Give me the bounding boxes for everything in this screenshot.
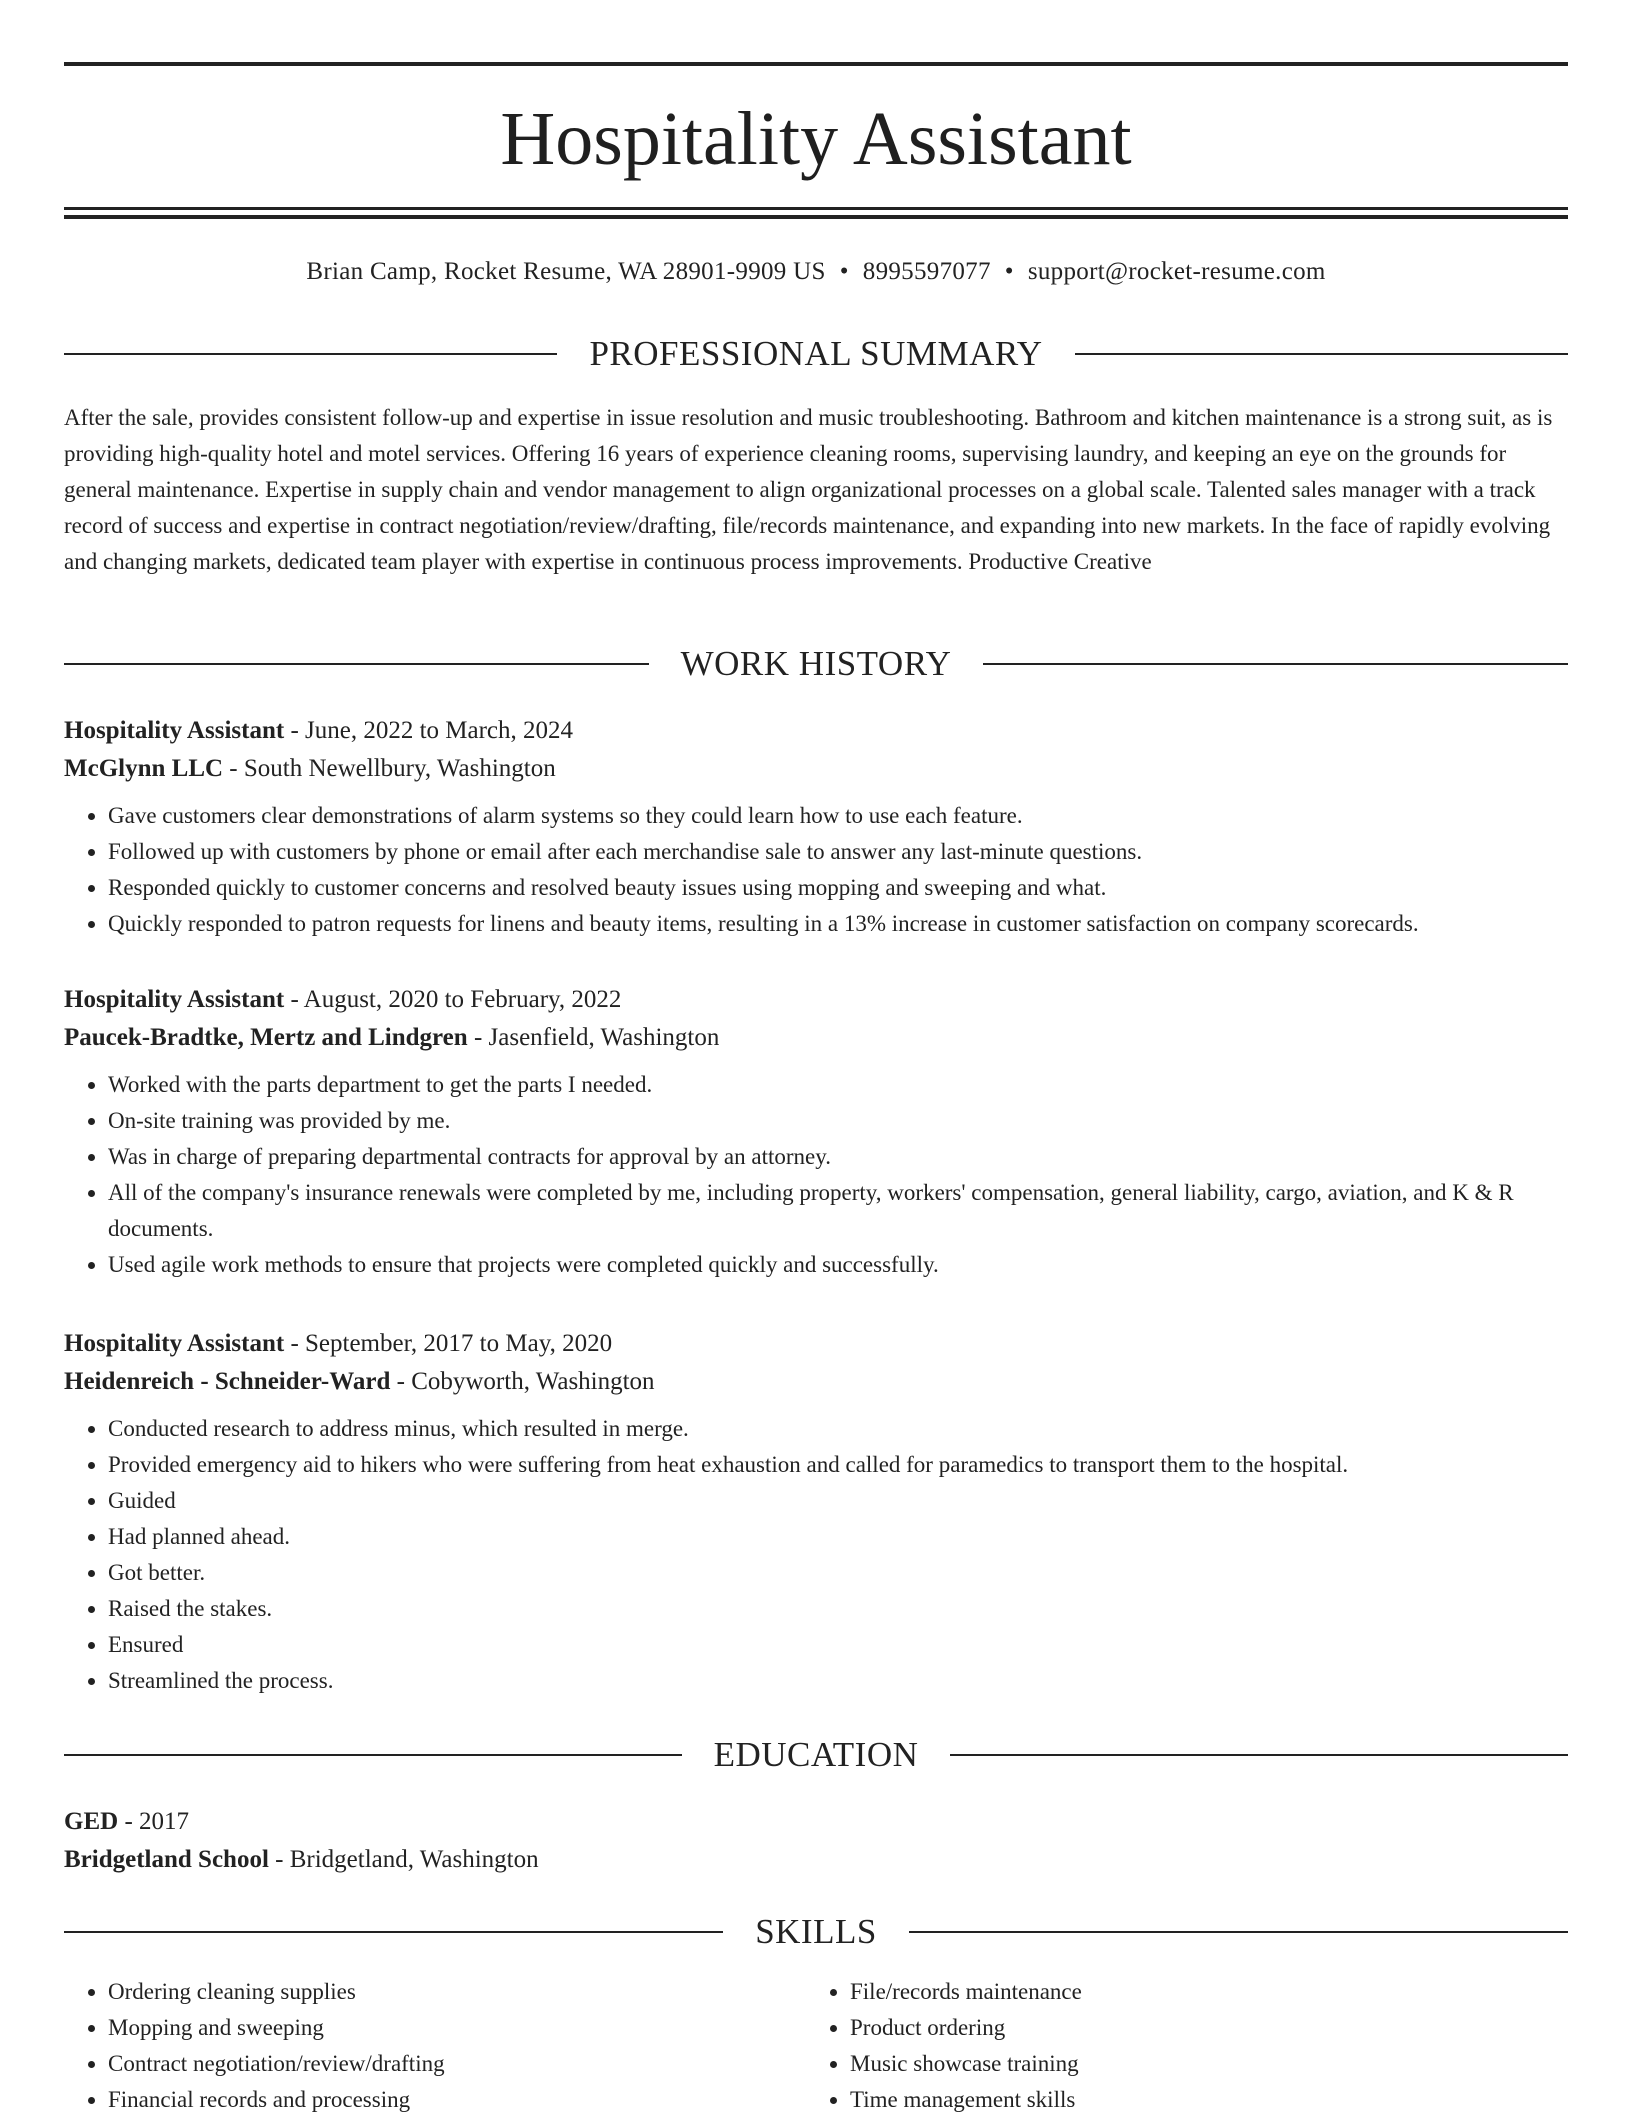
section-heading-work-history bbox=[64, 642, 1568, 686]
resume-title: Hospitality Assistant bbox=[500, 97, 1132, 181]
contact-address: Brian Camp, Rocket Resume, WA 28901-9909 US bbox=[306, 258, 826, 285]
skill-item: • Product ordering bbox=[850, 2010, 1548, 2046]
job-location: - Cobyworth, Washington bbox=[390, 1368, 655, 1395]
contact-email: support@rocket-resume.com bbox=[1027, 258, 1326, 285]
job-bullet: • Used agile work methods to ensure that projects were completed quickly and successfully. bbox=[108, 1247, 1568, 1283]
education-location: - Bridgetland, Washington bbox=[268, 1846, 539, 1873]
job-company: Heidenreich - Schneider-Ward bbox=[64, 1368, 391, 1395]
job-title: Hospitality Assistant bbox=[64, 717, 285, 744]
job-company-line bbox=[64, 1019, 1568, 1057]
section-heading-education bbox=[64, 1733, 1568, 1777]
divider-line bbox=[909, 1931, 1568, 1933]
job-bullet: • Guided bbox=[108, 1483, 1568, 1519]
job-bullet: • Quickly responded to patron requests for linens and beauty items, resulting in a 13% increase in customer satisfaction on company scorecards. bbox=[108, 906, 1568, 942]
section-heading-skills bbox=[64, 1910, 1568, 1954]
job-bullets bbox=[64, 798, 1568, 942]
job-location: - South Newellbury, Washington bbox=[223, 755, 556, 782]
job-company-line bbox=[64, 750, 1568, 788]
education-school-line bbox=[64, 1841, 1568, 1879]
title-rule-lower bbox=[64, 215, 1568, 219]
skills-column-left bbox=[64, 1974, 806, 2118]
job-bullet: • Was in charge of preparing departmental contracts for approval by an attorney. bbox=[108, 1139, 1568, 1175]
skill-item: • Music showcase training bbox=[850, 2046, 1548, 2082]
job-dates: - June, 2022 to March, 2024 bbox=[284, 717, 574, 744]
job-title: Hospitality Assistant bbox=[64, 986, 285, 1013]
section-label: SKILLS bbox=[755, 1912, 877, 1951]
job-dates: - September, 2017 to May, 2020 bbox=[284, 1330, 613, 1357]
section-label: WORK HISTORY bbox=[680, 644, 952, 683]
section-label: EDUCATION bbox=[713, 1735, 919, 1774]
job-entry bbox=[64, 1325, 1568, 1699]
divider-line bbox=[64, 663, 649, 665]
divider-line bbox=[64, 1931, 723, 1933]
job-company: McGlynn LLC bbox=[64, 755, 224, 782]
job-bullet: • Streamlined the process. bbox=[108, 1663, 1568, 1699]
skills-column-right bbox=[806, 1974, 1548, 2118]
skill-item: • Time management skills bbox=[850, 2082, 1548, 2118]
skill-item: • Financial records and processing bbox=[108, 2082, 806, 2118]
job-company: Paucek-Bradtke, Mertz and Lindgren bbox=[64, 1024, 468, 1051]
job-location: - Jasenfield, Washington bbox=[467, 1024, 720, 1051]
education-year: - 2017 bbox=[118, 1808, 190, 1835]
job-title: Hospitality Assistant bbox=[64, 1330, 285, 1357]
job-bullet: • Followed up with customers by phone or email after each merchandise sale to answer any last-minute questions. bbox=[108, 834, 1568, 870]
job-bullet: • Responded quickly to customer concerns and resolved beauty issues using mopping and sweeping and what. bbox=[108, 870, 1568, 906]
job-bullet: • Provided emergency aid to hikers who were suffering from heat exhaustion and called for paramedics to transport them to the hospital. bbox=[108, 1447, 1568, 1483]
skill-item: • File/records maintenance bbox=[850, 1974, 1548, 2010]
contact-line bbox=[64, 254, 1568, 290]
top-rule bbox=[64, 62, 1568, 66]
divider-line bbox=[950, 1754, 1568, 1756]
job-bullet: • All of the company's insurance renewals were completed by me, including property, workers' compensation, general liability, cargo, aviation, and K & R documents. bbox=[108, 1175, 1568, 1247]
job-entry bbox=[64, 981, 1568, 1283]
job-bullet: • Ensured bbox=[108, 1627, 1568, 1663]
job-company-line bbox=[64, 1363, 1568, 1401]
summary-text: After the sale, provides consistent follow-up and expertise in issue resolution and music troubleshooting. Bathroom and kitchen maintenance is a strong suit, as is providing high-quality hotel and motel services. Offering 16 years of experience cleaning rooms, supervising laundry, and keeping an eye on the grounds for general maintenance. Expertise in supply chain and vendor management to align organizational processes on a global scale. Talented sales manager with a track record of success and expertise in contract negotiation/review/drafting, file/records maintenance, and expanding into new markets. In the face of rapidly evolving and changing markets, dedicated team player with expertise in continuous process improvements. Productive Creative bbox=[64, 405, 1553, 574]
skill-item: • Contract negotiation/review/drafting bbox=[108, 2046, 806, 2082]
education-degree-line bbox=[64, 1803, 1568, 1841]
education-degree: GED bbox=[64, 1808, 119, 1835]
job-bullets bbox=[64, 1411, 1568, 1699]
skill-item: • Ordering cleaning supplies bbox=[108, 1974, 806, 2010]
job-bullet: • Conducted research to address minus, which resulted in merge. bbox=[108, 1411, 1568, 1447]
title-rule-upper bbox=[64, 207, 1568, 210]
divider-line bbox=[64, 353, 557, 355]
divider-line bbox=[64, 1754, 682, 1756]
job-title-line bbox=[64, 712, 1568, 750]
job-entry bbox=[64, 712, 1568, 942]
job-bullet: • Worked with the parts department to get the parts I needed. bbox=[108, 1067, 1568, 1103]
job-bullet: • Got better. bbox=[108, 1555, 1568, 1591]
job-bullet: • Raised the stakes. bbox=[108, 1591, 1568, 1627]
skills-list bbox=[64, 1974, 1568, 2118]
divider-line bbox=[983, 663, 1568, 665]
education-school: Bridgetland School bbox=[64, 1846, 269, 1873]
section-heading-summary bbox=[64, 332, 1568, 376]
job-title-line bbox=[64, 1325, 1568, 1363]
contact-separator: • bbox=[839, 258, 849, 285]
contact-separator: • bbox=[1004, 258, 1014, 285]
job-dates: - August, 2020 to February, 2022 bbox=[284, 986, 622, 1013]
divider-line bbox=[1075, 353, 1568, 355]
education-entry bbox=[64, 1803, 1568, 1879]
contact-phone: 8995597077 bbox=[862, 258, 991, 285]
job-bullet: • Had planned ahead. bbox=[108, 1519, 1568, 1555]
section-label: PROFESSIONAL SUMMARY bbox=[589, 334, 1043, 373]
job-title-line bbox=[64, 981, 1568, 1019]
job-bullet: • Gave customers clear demonstrations of alarm systems so they could learn how to use each feature. bbox=[108, 798, 1568, 834]
job-bullets bbox=[64, 1067, 1568, 1283]
skill-item: • Mopping and sweeping bbox=[108, 2010, 806, 2046]
job-bullet: • On-site training was provided by me. bbox=[108, 1103, 1568, 1139]
